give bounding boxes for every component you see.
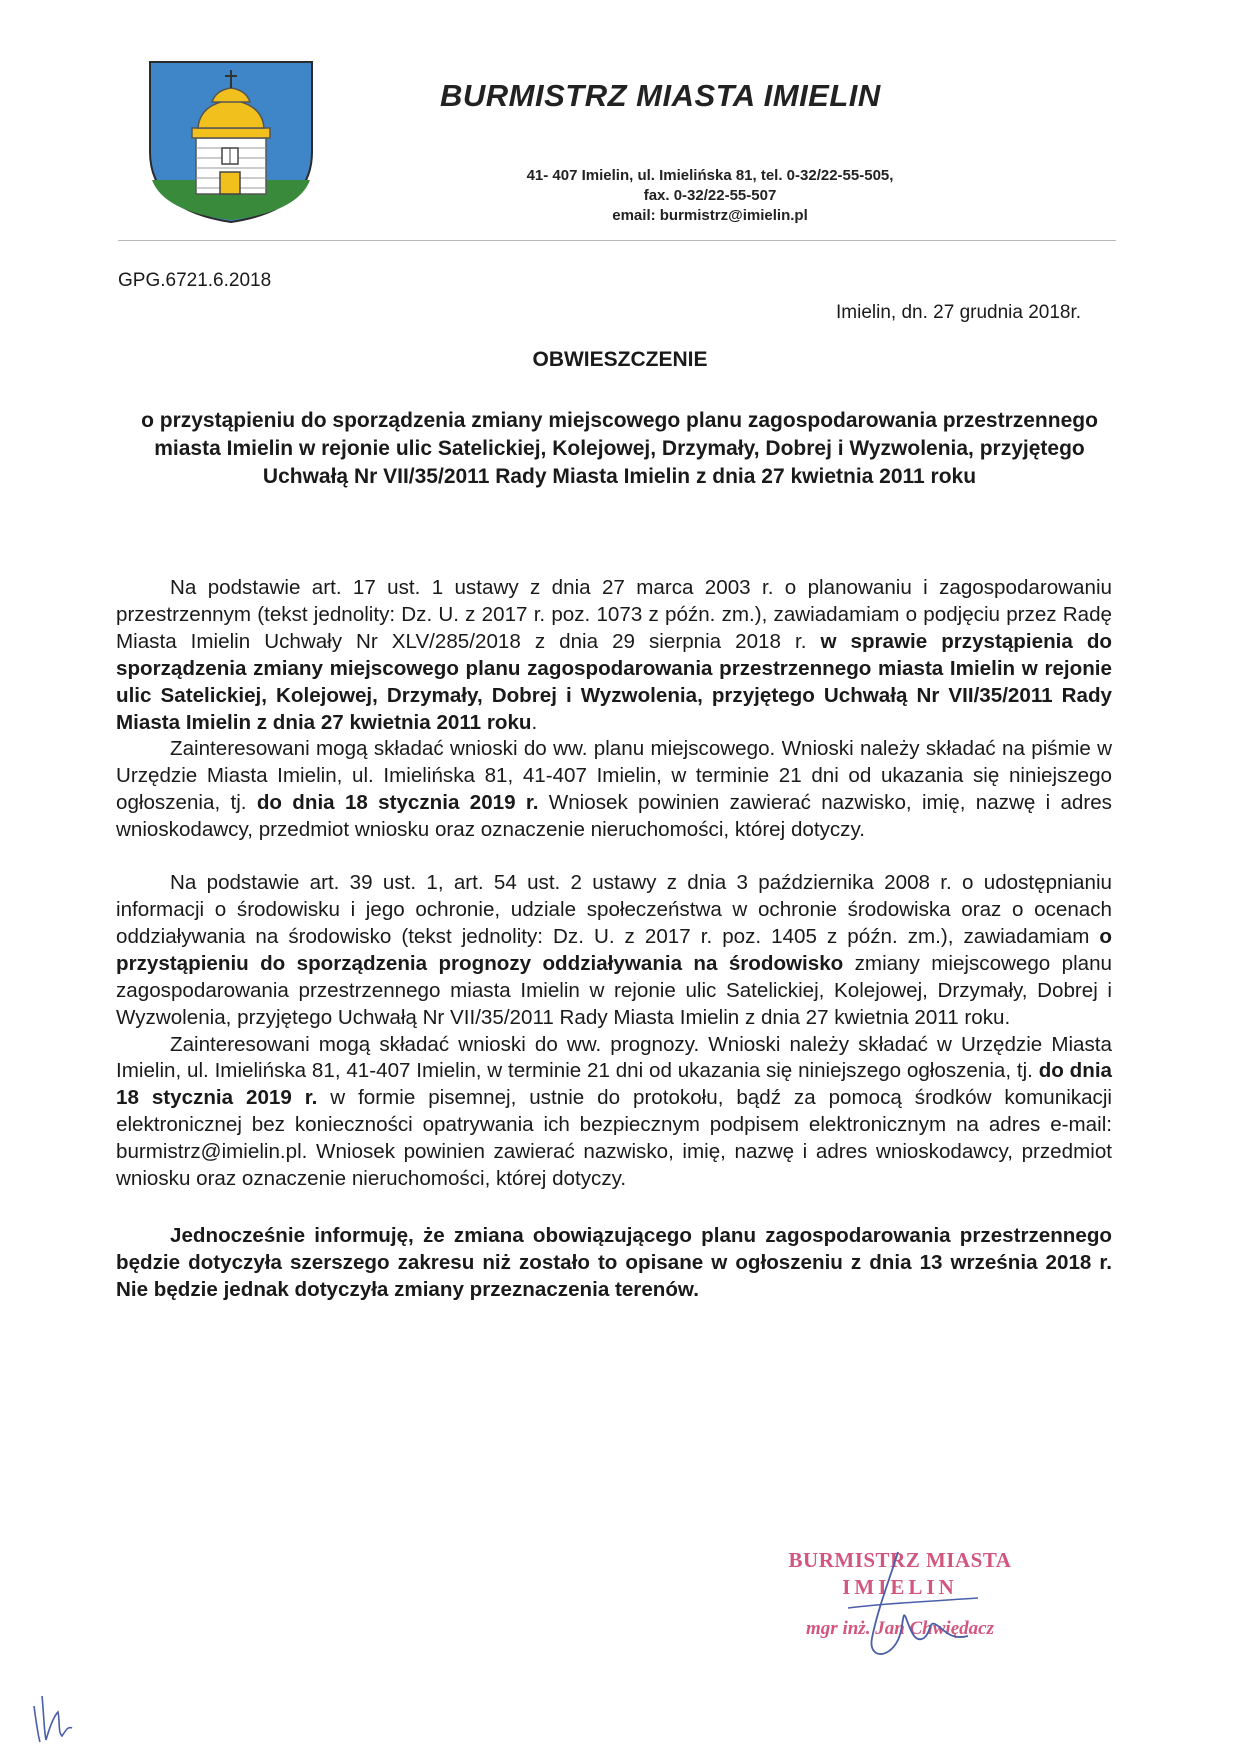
p3-text-b: zmiany miejscowego planu zagospodarowania przestrzennego miasta Imielin w rejonie ulic Satelickiej, Kolejowej, Drzymały, Dobrej i Wyzwolenia, przyjętego Uchwałą Nr VII/35/2011 Rady Miasta Imielin z dnia 27 kwietnia 2011 roku.	[116, 951, 1112, 1029]
p2-text-a: Zainteresowani mogą składać wnioski do ww. planu miejscowego. Wnioski należy składać na piśmie w Urzędzie Miasta Imielin, ul. Imielińska 81, 41-407 Imielin, w terminie 21 dni od ukazania się niniejszego ogłoszenia, tj.	[116, 737, 1112, 815]
p2-deadline: do dnia 18 stycznia 2019 r.	[256, 791, 539, 815]
handwritten-signature-icon	[828, 1548, 988, 1668]
coat-of-arms-icon	[148, 60, 314, 224]
p4-text-a: Zainteresowani mogą składać wnioski do ww. prognozy. Wnioski należy składać w Urzędzie Miasta Imielin, ul. Imielińska 81, 41-407 Imielin, w terminie 21 dni od ukazania się niniejszego ogłoszenia, tj.	[116, 1032, 1112, 1083]
p1-text: Na podstawie art. 17 ust. 1 ustawy z dnia 27 marca 2003 r. o planowaniu i zagospodarowaniu przestrzennym (tekst jednolity: Dz. U. z 2017 r. poz. 1073 z późn. zm.), zawiadamiam o podjęciu przez Radę Miasta Imielin Uchwały Nr XLV/285/2018 z dnia 29 sierpnia 2018 r.	[116, 576, 1112, 653]
p3-bold-text: o przystąpieniu do sporządzenia prognozy oddziaływania na środowisko	[116, 924, 1112, 975]
p3-text-a: Na podstawie art. 39 ust. 1, art. 54 ust. 2 ustawy z dnia 3 października 2008 r. o udostępnianiu informacji o środowisku i jego ochronie, udziale społeczeństwa w ochronie środowiska oraz o ocenach oddziaływania na środowisko (tekst jednolity: Dz. U. z 2017 r. poz. 1405 z późn. zm.), zawiadamiam	[116, 871, 1112, 948]
stamp-line-1: BURMISTRZ MIASTA	[788, 1548, 1012, 1572]
paragraph-2	[116, 736, 1112, 844]
address-line: 41- 407 Imielin, ul. Imielińska 81, tel. 0-32/22-55-505,	[526, 167, 894, 184]
paragraph-5: Jednocześnie informuję, że zmiana obowiązującego planu zagospodarowania przestrzennego będzie dotyczyła szerszego zakresu niż zostało to opisane w ogłoszeniu z dnia 13 września 2018 r. Nie będzie jednak dotyczyła zmiany przeznaczenia terenów.	[116, 1223, 1112, 1301]
email-line: email: burmistrz@imielin.pl	[612, 207, 808, 224]
stamp-signatory: mgr inż. Jan Chwiędacz	[806, 1618, 994, 1639]
p1-end: .	[531, 710, 538, 734]
paragraph-1	[116, 575, 1112, 736]
org-contact	[430, 166, 990, 226]
p2-text-b: Wniosek powinien zawierać nazwisko, imię, nazwę i adres wnioskodawcy, przedmiot wniosku oraz oznaczenie nieruchomości, której dotyczy.	[116, 791, 1112, 842]
document-body	[116, 575, 1112, 1304]
handwritten-initials-icon	[28, 1676, 88, 1746]
paragraph-4	[116, 1032, 1112, 1193]
header-divider	[118, 240, 1116, 241]
p4-text-b: w formie pisemnej, ustnie do protokołu, bądź za pomocą środków komunikacji elektronicznej bez konieczności opatrywania ich bezpiecznym podpisem elektronicznym na adres e-mail: burmistrz@imielin.pl. Wniosek powinien zawierać nazwisko, imię, nazwę i adres wnioskodawcy, przedmiot wniosku oraz oznaczenie nieruchomości, której dotyczy.	[116, 1086, 1112, 1191]
fax-line: fax. 0-32/22-55-507	[643, 187, 777, 204]
document-subject: o przystąpieniu do sporządzenia zmiany miejscowego planu zagospodarowania przestrzennego miasta Imielin w rejonie ulic Satelickiej, Kolejowej, Drzymały, Dobrej i Wyzwolenia, przyjętego Uchwałą Nr VII/35/2011 Rady Miasta Imielin z dnia 27 kwietnia 2011 roku	[141, 409, 1098, 488]
p1-bold-text: w sprawie przystąpienia do sporządzenia zmiany miejscowego planu zagospodarowania przestrzennego miasta Imielin w rejonie ulic Satelickiej, Kolejowej, Drzymały, Dobrej i Wyzwolenia, przyjętego Uchwałą Nr VII/35/2011 Rady Miasta Imielin z dnia 27 kwietnia 2011 roku	[116, 629, 1112, 734]
org-title: BURMISTRZ MIASTA IMIELIN	[440, 78, 881, 113]
paragraph-3	[116, 870, 1112, 1031]
stamp-line-2: IMIELIN	[842, 1575, 958, 1599]
document-title: OBWIESZCZENIE	[532, 348, 708, 371]
reference-number: GPG.6721.6.2018	[118, 270, 272, 291]
p4-deadline: do dnia 18 stycznia 2019 r.	[116, 1059, 1112, 1110]
document-date: Imielin, dn. 27 grudnia 2018r.	[836, 302, 1082, 323]
